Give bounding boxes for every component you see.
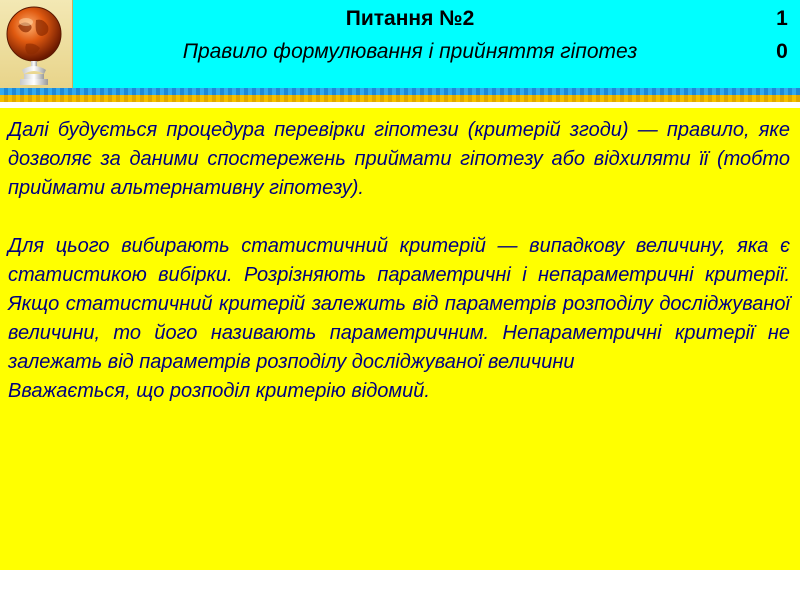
slide-content (0, 108, 800, 570)
paragraph-2: Для цього вибирають статистичний критерій — випадкову величину, яка є статистикою вибірки. Розрізняють параметричні і непараметричні критерії. Якщо статистичний критерій залежить від параметрів розподілу досліджуваної величини, то його називають параметричним. Непараметричні критерії не залежать від параметрів розподілу досліджуваної величини (8, 235, 790, 373)
logo (0, 0, 73, 88)
page-number-top: 1 (776, 7, 788, 30)
slide-header (0, 0, 800, 88)
globe-on-pedestal-icon (0, 0, 72, 88)
body-text (8, 116, 790, 406)
divider-stripe-blue (0, 88, 800, 95)
paragraph-spacer (8, 203, 790, 232)
paragraph-1: Далі будується процедура перевірки гіпотези (критерій згоди) — правило, яке дозволяє за даними спостережень приймати гіпотезу або відхиляти її (тобто приймати альтернативну гіпотезу). (8, 119, 790, 199)
paragraph-3: Вважається, що розподіл критерію відомий. (8, 380, 430, 402)
divider-stripe-gold (0, 95, 800, 102)
slide-subtitle: Правило формулювання і прийняття гіпотез (182, 40, 638, 63)
page-number-bottom: 0 (776, 40, 788, 63)
slide-title: Питання №2 (345, 7, 475, 30)
